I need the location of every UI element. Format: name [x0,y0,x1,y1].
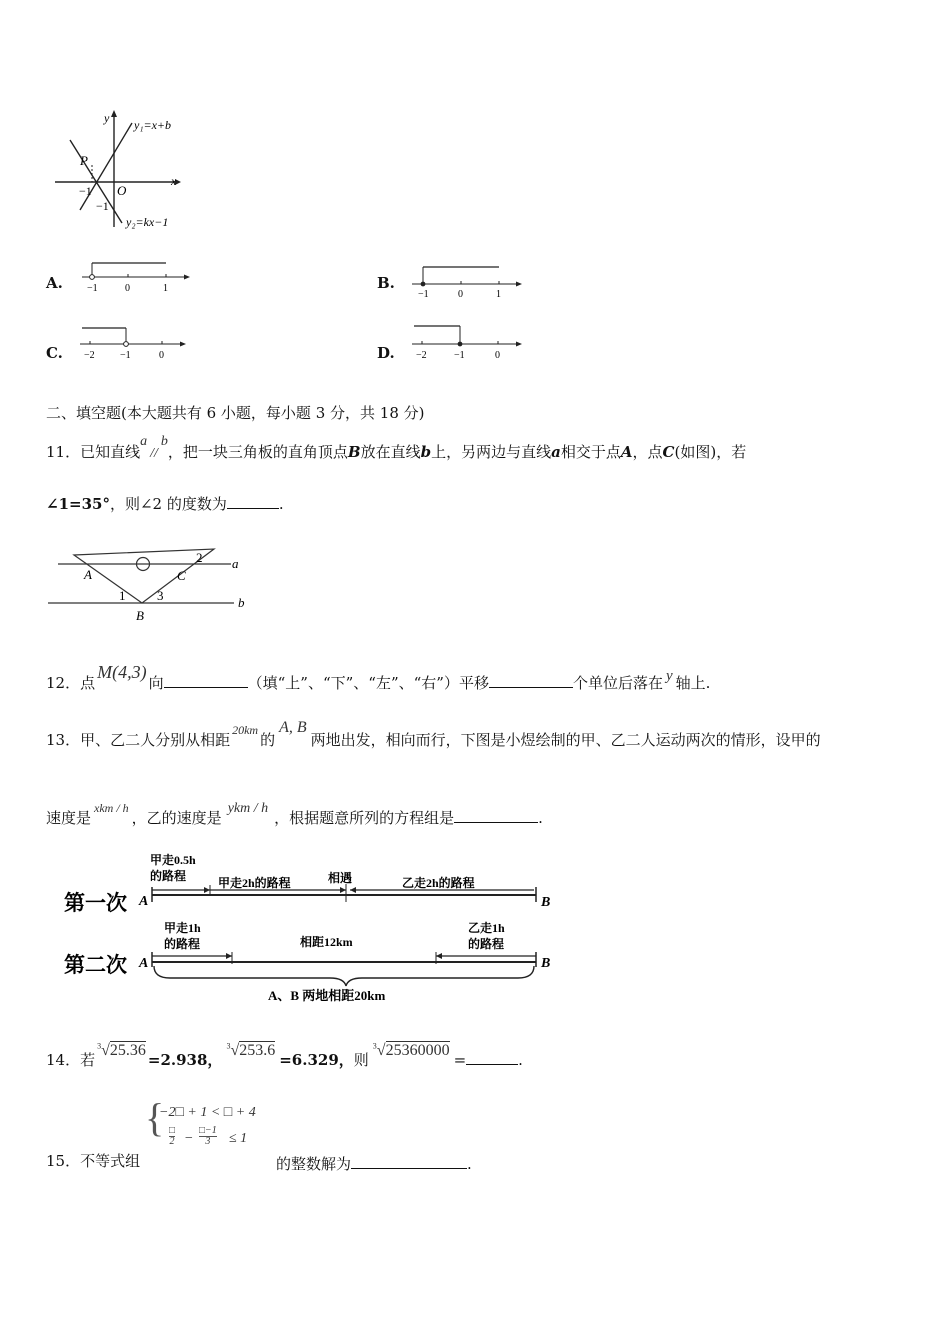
q15-suffix [276,1154,472,1172]
fig-row1: 第一次 [64,891,127,915]
q14-radicand3: 25360000 [385,1042,450,1059]
q13-ab: A, B [279,719,307,736]
section-heading: 二、填空题(本大题共有 6 小题，每小题 3 分，共 18 分) [46,404,425,422]
fig-A2: A [139,956,149,971]
q15-frac2-den: 3 [199,1136,217,1147]
q11-text: 已知直线 [80,443,141,461]
q15-frac1 [169,1126,175,1147]
q11-C: C [662,443,675,461]
fig-brace-label: A、B 两地相距20km [268,988,386,1003]
q12-text: 个单位后落在 [572,674,663,692]
q12-blank-direction[interactable] [164,673,248,688]
q14-number: 14． [46,1051,81,1069]
option-a-letter[interactable]: A. [46,274,63,292]
q11-angle1: ∠1=35° [46,495,110,513]
fig-r2-b1: 乙走1h [468,921,505,935]
tick-neg1-x: −1 [79,184,92,198]
fig-2: 2 [196,550,203,565]
q11-text: ，把一块三角板的直角顶点 [167,443,348,461]
y-axis-label: y [104,111,110,125]
q12-number: 12． [46,674,81,692]
q15-frac2 [199,1126,217,1147]
q14-text: 则 [353,1051,369,1069]
q13-text: ，根据题意所列的方程组是 [274,809,455,827]
q15-frac1-den: 2 [169,1136,175,1147]
fig-r1-b: 的路程 [150,869,187,883]
q13-text: 甲、乙二人分别从相距 [80,731,231,749]
q11-line2 [46,494,284,512]
tick: −1 [418,289,429,298]
q11-text: 相交于点 [560,443,621,461]
q15-period: . [467,1155,472,1173]
option-b-letter[interactable]: B. [377,274,395,292]
tick: −1 [87,283,98,294]
fig-r1-d: 相遇 [328,871,353,885]
tick: 0 [458,289,463,298]
q13-text: ，乙的速度是 [131,809,222,827]
q15-brace: { [145,1095,165,1140]
fig-brace [154,966,534,986]
q12-text: 向 [148,674,164,692]
tick: 0 [125,283,130,294]
q15-frac1-num: □ [169,1125,176,1136]
option-d-numberline [408,320,526,362]
q13-speed-x: xkm / h [94,801,129,815]
fig-A1: A [139,894,149,909]
origin-label: O [117,183,127,198]
fig-b: b [238,595,245,610]
q13-answer-blank[interactable] [454,808,538,823]
q11-text: ，点 [632,443,663,461]
q11-figure [46,540,256,625]
tick: 0 [159,350,164,361]
q11-answer-blank[interactable] [227,494,279,509]
q15-ineq2-rhs: ≤ 1 [229,1131,248,1146]
q11-A: A [620,443,633,461]
fig-r2-mid: 相距12km [300,935,353,949]
q11-B: B [347,443,361,461]
fig-C: C [177,568,186,583]
x-axis-label: x [171,174,177,188]
fig-r2-a1: 甲走1h [164,921,201,935]
fig-r1-a: 甲走0.5h [150,853,196,867]
q11-text: 上，另两边与直线 [431,443,552,461]
q15-inequality-system [145,1095,280,1162]
q15-ineq1: −2□ + 1 < □ + 4 [159,1105,256,1120]
q13-period: . [538,809,543,827]
q12-blank-units[interactable] [489,673,573,688]
q15-minus: − [184,1131,194,1146]
q15-text: 不等式组 [80,1152,141,1170]
q14-eq: = [453,1051,467,1069]
q15-answer-blank[interactable] [351,1154,467,1169]
option-b-numberline [408,262,526,298]
q13-line2 [46,801,543,827]
q12-text: （填“上”、“下”、“左”、“右”）平移 [247,674,489,692]
q15-text: 的整数解为 [276,1155,352,1173]
fig-3: 3 [157,588,164,603]
q11-a: a [551,443,561,461]
tick: 0 [495,350,500,361]
q13-figure [60,852,580,1012]
q14-line: 14．若$^3$√25.36=2.938，$^3$√253.6=6.329，则$^3$√25360000= . [46,1041,523,1069]
q11-sym-b: b [160,434,168,449]
q11-text: 放在直线 [360,443,421,461]
tick: 1 [496,289,501,298]
q11-b: b [420,443,432,461]
tick: −1 [454,350,465,361]
q11-number: 11． [46,443,81,461]
q15-prefix [46,1154,140,1169]
q11-sym-parallel: // [150,446,158,461]
q14-value1: =2.938， [147,1051,223,1069]
q13-text: 的 [260,731,276,749]
fig-row2: 第二次 [64,953,127,977]
fig-1: 1 [119,588,126,603]
q13-text: 两地出发，相向而行，下图是小煜绘制的甲、乙二人运动两次的情形，设甲的 [310,731,821,749]
q11-sym-a: a [140,434,148,449]
tick: −2 [416,350,427,361]
q13-number: 13． [46,731,81,749]
q11-period: . [278,495,284,513]
q12-y: y [665,668,673,684]
q14-radicand1: 25.36 [109,1042,146,1059]
point-p-label: P [80,153,88,168]
fig-r2-b2: 的路程 [468,937,505,951]
q14-value2: =6.329， [279,1051,354,1069]
fig-a: a [232,556,239,571]
q12-text: 点 [80,674,96,692]
y-axis-arrow [111,110,117,117]
q15-frac2-num: □−1 [199,1125,217,1136]
q13-speed-y: ykm / h [227,801,269,816]
q11-text: ，则∠2 的度数为 [109,495,227,513]
option-c-numberline [76,322,191,362]
q12-text: 轴上. [675,674,711,692]
option-a-numberline [78,258,193,294]
fig-A: A [84,567,92,582]
tick: 1 [163,283,168,294]
tick: −1 [120,350,131,361]
q11-text: (如图)，若 [674,443,747,461]
q15-number: 15． [46,1152,81,1170]
two-lines-graph [50,105,200,235]
fig-r2-a2: 的路程 [164,937,201,951]
fig-r1-e: 乙走2h的路程 [402,876,475,890]
fig-B: B [136,608,144,623]
q12-point: M(4,3) [97,662,147,682]
line1-label: y₁=x+b [134,118,172,132]
tick-neg1-y: −1 [96,199,109,213]
q13-line1 [46,719,821,749]
line2-label: y₂=kx−1 [126,215,169,229]
option-d-letter[interactable]: D. [377,344,395,362]
q11-line1 [46,434,747,461]
fig-B1: B [541,895,551,910]
q14-answer-blank[interactable] [466,1050,518,1065]
q13-text: 速度是 [46,809,92,827]
fig-B2: B [541,956,551,971]
q13-distance: 20km [232,723,259,737]
fig-r1-c: 甲走2h的路程 [218,876,291,890]
q14-period: . [518,1051,523,1069]
q14-text: 若 [80,1051,96,1069]
q14-radicand2: 253.6 [239,1042,276,1059]
q12-line [46,662,711,692]
tick: −2 [84,350,95,361]
option-c-letter[interactable]: C. [46,344,63,362]
